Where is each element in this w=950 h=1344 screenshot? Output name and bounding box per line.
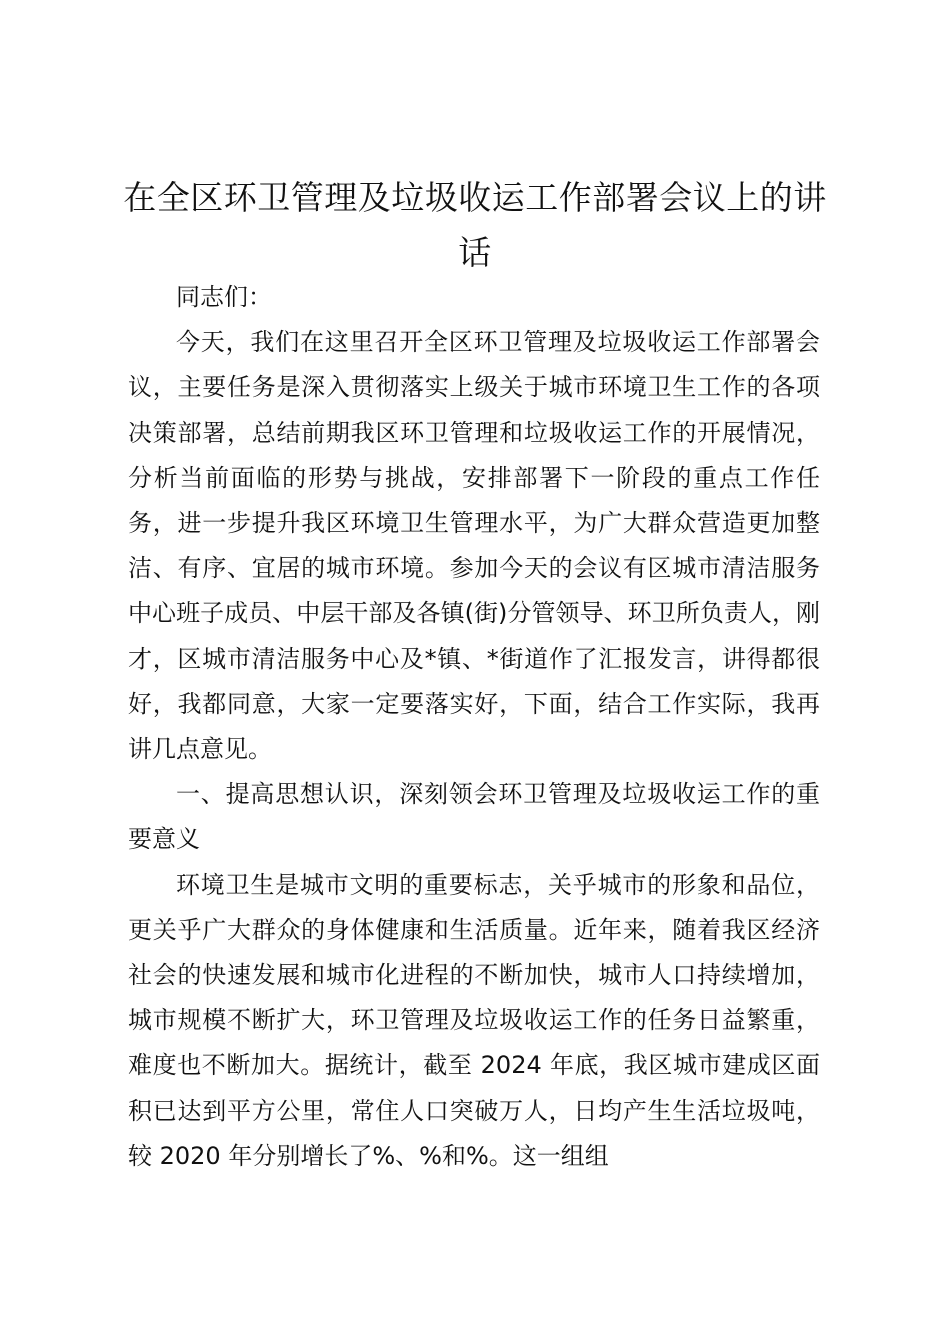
document-body: [128, 275, 820, 1179]
paragraph-opening: 今天，我们在这里召开全区环卫管理及垃圾收运工作部署会议，主要任务是深入贯彻落实上级关于城市环境卫生工作的各项决策部署，总结前期我区环卫管理和垃圾收运工作的开展情况，分析当前面临的形势与挑战，安排部署下一阶段的重点工作任务，进一步提升我区环境卫生管理水平，为广大群众营造更加整洁、有序、宜居的城市环境。参加今天的会议有区城市清洁服务中心班子成员、中层干部及各镇(街)分管领导、环卫所负责人，刚才，区城市清洁服务中心及*镇、*街道作了汇报发言，讲得都很好，我都同意，大家一定要落实好，下面，结合工作实际，我再讲几点意见。: [128, 328, 820, 764]
salutation: 同志们：: [176, 283, 272, 311]
document-title: 在全区环卫管理及垃圾收运工作部署会议上的讲话: [123, 178, 827, 272]
paragraph-section-1: 环境卫生是城市文明的重要标志，关乎城市的形象和品位，更关乎广大群众的身体健康和生活质量。近年来，随着我区经济社会的快速发展和城市化进程的不断加快，城市人口持续增加，城市规模不断扩大，环卫管理及垃圾收运工作的任务日益繁重，难度也不断加大。据统计，截至 2024 年底，我区城市建成区面积已达到平方公里，常住人口突破万人，日均产生生活垃圾吨，较 2020 年分别增长了%、%和%。这一组组: [128, 870, 820, 1170]
section-heading-1: 一、提高思想认识，深刻领会环卫管理及垃圾收运工作的重要意义: [128, 780, 820, 854]
